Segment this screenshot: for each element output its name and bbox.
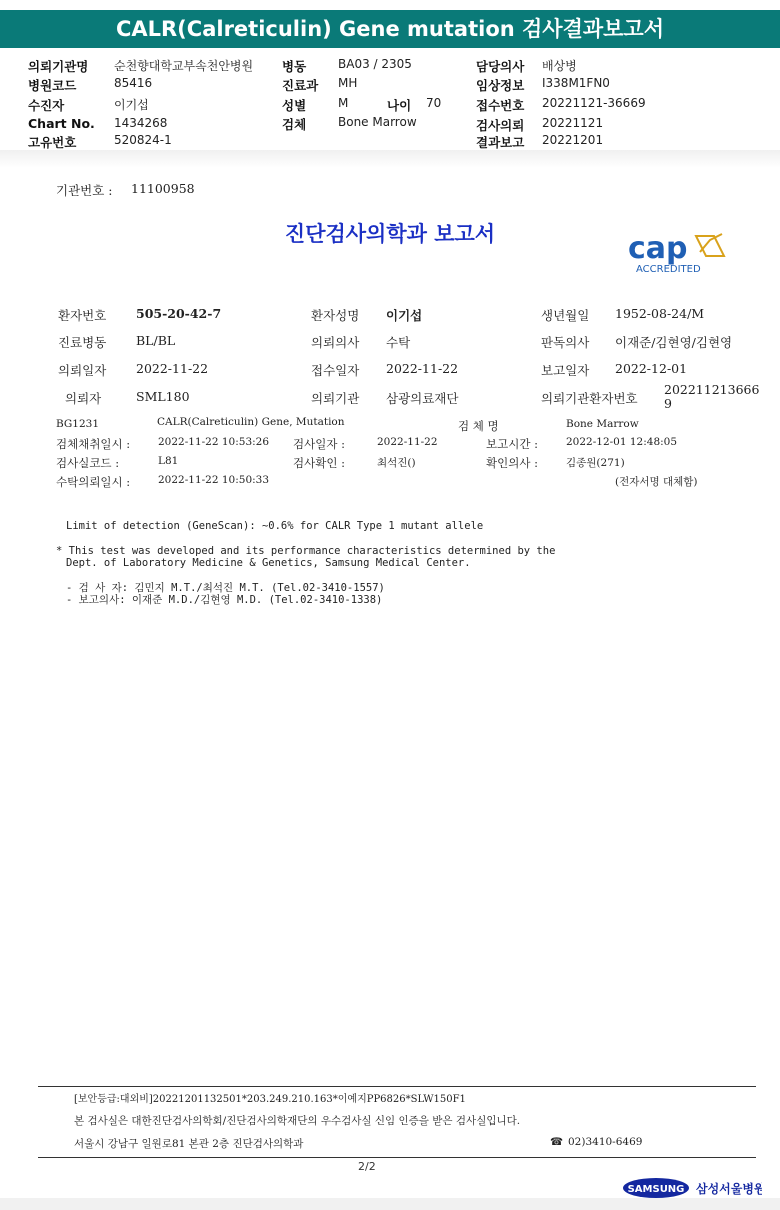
hdr-label-receipt-no: 접수번호: [476, 98, 525, 113]
hdr-value-ward: BA03 / 2305: [338, 57, 412, 71]
pi-value-request-date: 2022-11-22: [136, 361, 209, 376]
hdr-value-receipt-no: 20221121-36669: [542, 96, 646, 110]
security-line: [보안등급:대외비]20221201132501*203.249.210.163*이예지PP6826*SLW150F1: [74, 1094, 466, 1105]
collect-value: 2022-11-22 10:53:26: [158, 436, 270, 448]
pi-label-req-doctor: 의뢰의사: [311, 335, 360, 350]
hdr-label-requester: 의뢰기관명: [28, 59, 89, 74]
hdr-value-age: 70: [426, 96, 442, 110]
hdr-value-patient: 이기섭: [114, 98, 149, 112]
esign-note: (전자서명 대체함): [615, 476, 698, 488]
test-specimen-label: 검 체 명: [458, 419, 499, 433]
pi-label-patient-no: 환자번호: [58, 308, 107, 323]
hdr-value-doctor: 배상병: [542, 59, 577, 73]
hdr-value-chart-no: 1434268: [114, 116, 168, 130]
test-code: BG1231: [56, 418, 100, 430]
hdr-value-clinical: I338M1FN0: [542, 76, 610, 90]
staff-tester: - 검 사 자: 김민지 M.T./최석진 M.T. (Tel.02-3410-1557): [66, 582, 385, 594]
hdr-label-unique-no: 고유번호: [28, 135, 77, 150]
cap-logo-subtext: ACCREDITED: [636, 264, 701, 275]
hdr-label-patient: 수진자: [28, 98, 65, 113]
phone-number: 02)3410-6469: [568, 1136, 643, 1148]
hdr-label-request-date: 검사의뢰: [476, 118, 525, 133]
hdr-label-ward: 병동: [282, 59, 307, 74]
phone-icon: ☎: [550, 1136, 564, 1148]
page-bottom-band: [0, 1198, 780, 1210]
test-name: CALR(Calreticulin) Gene, Mutation: [157, 416, 345, 428]
hdr-label-hospital-code: 병원코드: [28, 78, 77, 93]
pi-value-ward: BL/BL: [136, 333, 176, 348]
hdr-value-request-date: 20221121: [542, 116, 604, 130]
hdr-label-doctor: 담당의사: [476, 59, 525, 74]
collect-label: 검체채취일시 :: [56, 437, 131, 451]
confirm-doctor-value: 김종원(271): [566, 457, 625, 469]
hdr-value-unique-no: 520824-1: [114, 133, 172, 147]
hdr-label-specimen: 검체: [282, 117, 307, 132]
disclaimer-line-2: Dept. of Laboratory Medicine & Genetics, Samsung Medical Center.: [66, 557, 471, 569]
confirm-value: 최석진(): [377, 457, 416, 469]
report-banner-title: CALR(Calreticulin) Gene mutation 검사결과보고서: [0, 10, 780, 48]
institution-number: 11100958: [131, 181, 195, 196]
pi-label-reading-doctor: 판독의사: [541, 335, 590, 350]
pi-value-patient-name: 이기섭: [386, 308, 423, 323]
limit-of-detection: Limit of detection (GeneScan): ~0.6% for CALR Type 1 mutant allele: [66, 520, 484, 532]
pi-label-patient-name: 환자성명: [311, 308, 360, 323]
pi-label-request-date: 의뢰일자: [58, 363, 107, 378]
address-line: 서울시 강남구 일원로81 본관 2층 진단검사의학과: [74, 1138, 304, 1150]
pi-value-req-institution: 삼광의료재단: [386, 391, 459, 406]
hdr-value-specimen: Bone Marrow: [338, 115, 417, 129]
testdate-value: 2022-11-22: [377, 436, 438, 448]
pi-label-inst-patient-no: 의뢰기관환자번호: [541, 391, 638, 406]
footer-top-rule: [38, 1086, 756, 1087]
hdr-value-requester: 순천향대학교부속천안병원: [114, 59, 254, 73]
pi-value-inst-patient-no-2: 9: [664, 396, 672, 411]
reporttime-label: 보고시간 :: [486, 437, 538, 451]
hdr-label-clinical: 임상정보: [476, 78, 525, 93]
samsung-hospital-logo: [622, 1176, 762, 1200]
hdr-value-dept: MH: [338, 76, 358, 90]
lab-code-value: L81: [158, 455, 179, 467]
hdr-label-age: 나이: [387, 98, 412, 113]
pi-label-requester: 의뢰자: [65, 391, 102, 406]
hdr-value-hospital-code: 85416: [114, 76, 153, 90]
hdr-value-result-date: 20221201: [542, 133, 604, 147]
samsung-logo-text: SAMSUNG: [627, 1184, 685, 1195]
pi-value-requester: SML180: [136, 389, 190, 404]
pi-label-ward: 진료병동: [58, 335, 107, 350]
hdr-label-result-date: 결과보고: [476, 135, 525, 150]
hdr-label-dept: 진료과: [282, 78, 319, 93]
cap-accredited-logo: [626, 228, 736, 278]
pi-label-req-institution: 의뢰기관: [311, 391, 360, 406]
footer-bottom-rule: [38, 1157, 756, 1158]
consign-label: 수탁의뢰일시 :: [56, 475, 131, 489]
header-separator: [0, 150, 780, 168]
reporttime-value: 2022-12-01 12:48:05: [566, 436, 678, 448]
testdate-label: 검사일자 :: [293, 437, 345, 451]
disclaimer-line-1: * This test was developed and its performance characteristics determined by the: [56, 545, 556, 557]
hdr-label-sex: 성별: [282, 98, 307, 113]
hdr-value-sex: M: [338, 96, 349, 110]
hdr-label-chart-no: Chart No.: [28, 116, 95, 131]
pi-value-inst-patient-no-1: 202211213666: [664, 382, 760, 397]
pi-value-report-date: 2022-12-01: [615, 361, 688, 376]
confirm-doctor-label: 확인의사 :: [486, 456, 538, 470]
report-title: 진단검사의학과 보고서: [284, 221, 496, 246]
pi-label-report-date: 보고일자: [541, 363, 590, 378]
institution-label: 기관번호 :: [56, 183, 113, 198]
pi-value-receipt-date: 2022-11-22: [386, 361, 459, 376]
cap-logo-text: cap: [628, 231, 688, 266]
confirm-label: 검사확인 :: [293, 456, 345, 470]
lab-code-label: 검사실코드 :: [56, 456, 120, 470]
hospital-name: 삼성서울병원: [696, 1182, 762, 1196]
pi-value-patient-no: 505-20-42-7: [136, 306, 222, 321]
pi-value-reading-doctor: 이재준/김현영/김현영: [615, 335, 733, 350]
pi-label-birth: 생년월일: [541, 308, 590, 323]
test-specimen-value: Bone Marrow: [566, 418, 639, 430]
page-number: 2/2: [358, 1160, 376, 1173]
pi-label-receipt-date: 접수일자: [311, 363, 360, 378]
consign-value: 2022-11-22 10:50:33: [158, 474, 270, 486]
staff-reporter: - 보고의사: 이재준 M.D./김현영 M.D. (Tel.02-3410-1338): [66, 594, 383, 606]
pi-value-req-doctor: 수탁: [386, 335, 411, 350]
pi-value-birth: 1952-08-24/M: [615, 306, 705, 321]
certification-line: 본 검사실은 대한진단검사의학회/진단검사의학재단의 우수검사실 신임 인증을 받은 검사실입니다.: [74, 1115, 521, 1127]
